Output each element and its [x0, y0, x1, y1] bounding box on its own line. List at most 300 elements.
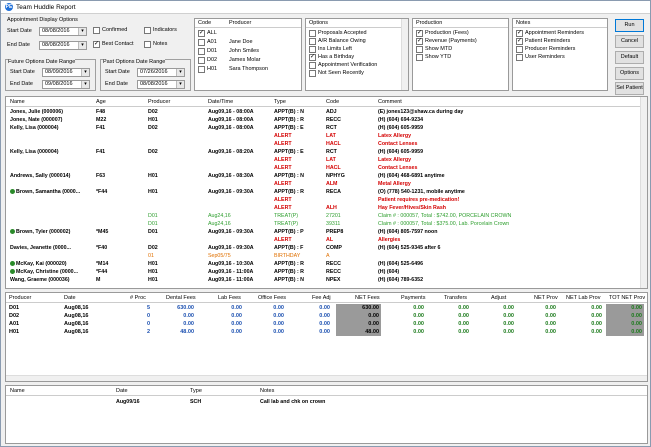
- comment-cell: [378, 188, 640, 196]
- type-cell: [274, 236, 324, 244]
- comment-text: Contact Lenses: [378, 141, 418, 147]
- options-button[interactable]: Options: [615, 67, 644, 80]
- name-cell: [10, 276, 94, 284]
- notes-grid: [5, 385, 648, 444]
- summary-num-proc-header[interactable]: # Proc: [130, 295, 146, 301]
- producer-checkbox[interactable]: [198, 66, 205, 73]
- type-cell: [274, 164, 324, 172]
- age-cell: [96, 108, 144, 116]
- appointment-grid-scrollbar[interactable]: [640, 97, 647, 288]
- code-text: ALH: [326, 205, 337, 211]
- notes-list-item-label: User Reminders: [525, 54, 565, 60]
- past-start-date-input[interactable]: [137, 68, 185, 77]
- producer-text: D02: [148, 125, 158, 131]
- type-cell: [274, 244, 324, 252]
- datetime-cell: [208, 124, 272, 132]
- summary-net-lab-prov-cell: 0.00: [591, 329, 602, 335]
- producer-cell: [148, 244, 204, 252]
- type-text: APPT(B) : R: [274, 189, 305, 195]
- name-text: Brown, Samantha (0000...: [16, 189, 81, 195]
- summary-office-fees-cell: 0.00: [273, 313, 284, 319]
- table-row[interactable]: [6, 124, 647, 132]
- producer-cell: [148, 268, 204, 276]
- chevron-down-icon[interactable]: ▾: [81, 69, 89, 76]
- type-text: APPT(B) : E: [274, 125, 304, 131]
- producer-checkbox[interactable]: ✓: [199, 30, 205, 36]
- type-column-header[interactable]: Type: [274, 99, 286, 105]
- type-cell: [274, 268, 324, 276]
- datetime-cell: [208, 188, 272, 196]
- notes-header-label: Notes: [516, 20, 531, 26]
- summary-date-header[interactable]: Date: [64, 295, 76, 301]
- summary-net-fees-header[interactable]: NET Fees: [355, 295, 380, 301]
- code-text: NPHYG: [326, 173, 345, 179]
- age-text: F63: [96, 173, 106, 179]
- table-row[interactable]: [6, 180, 647, 188]
- producer-cell: [148, 212, 204, 220]
- name-cell: [10, 244, 94, 252]
- code-text: RCT: [326, 149, 337, 155]
- producer-code: D02: [207, 57, 218, 63]
- production-list-item-label: Show YTD: [425, 54, 452, 60]
- table-row[interactable]: [6, 228, 647, 236]
- summary-transfers-cell: 0.00: [458, 305, 469, 311]
- summary-adjust-cell: 0.00: [503, 313, 514, 319]
- code-column-header[interactable]: Code: [198, 20, 212, 26]
- past-end-date-input[interactable]: [137, 80, 185, 89]
- producer-text: H01: [148, 189, 158, 195]
- comment-text: Latex Allergy: [378, 133, 412, 139]
- datetime-cell: [208, 244, 272, 252]
- type-text: BIRTHDAY: [274, 253, 301, 259]
- summary-lab-fees-cell: 0.00: [231, 321, 242, 327]
- comment-cell: [378, 116, 640, 124]
- producer-text: D01: [148, 229, 158, 235]
- comment-text: (H) (604) 605-9959: [378, 149, 424, 155]
- table-row[interactable]: [6, 148, 647, 156]
- code-text: RECA: [326, 189, 342, 195]
- type-cell: [274, 212, 324, 220]
- comment-cell: [378, 164, 640, 172]
- appt-start-date-input[interactable]: [39, 27, 87, 36]
- comment-cell: [378, 260, 640, 268]
- type-text: APPT(B) : F: [274, 245, 304, 251]
- summary-fee-adj-header[interactable]: Fee Adj: [312, 295, 331, 301]
- comment-cell: [378, 228, 640, 236]
- code-cell: [326, 220, 376, 228]
- summary-dental-fees-header[interactable]: Dental Fees: [166, 295, 196, 301]
- best-contact-label: Best Contact: [102, 41, 134, 47]
- type-cell: [274, 196, 324, 204]
- summary-row[interactable]: [6, 304, 647, 312]
- summary-net-lab-prov-cell: 0.00: [591, 305, 602, 311]
- comment-column-header[interactable]: Comment: [378, 99, 402, 105]
- chevron-down-icon[interactable]: ▾: [176, 69, 184, 76]
- summary-payments-header[interactable]: Payments: [401, 295, 426, 301]
- indicators-checkbox[interactable]: [144, 27, 151, 34]
- producer-code: ALL: [207, 30, 217, 36]
- code-text: RECC: [326, 261, 342, 267]
- table-row[interactable]: [6, 140, 647, 148]
- notes-list-item-label: Appointment Reminders: [525, 30, 585, 36]
- summary-tot-net-prov-cell: 0.00: [606, 328, 644, 336]
- comment-text: Claim # : 000057, Total : $742.00, PORCELAIN CROWN: [378, 213, 512, 219]
- type-text: ALERT: [274, 237, 292, 243]
- comment-text: (H) (604) 525-9345 after 6: [378, 245, 441, 251]
- producer-text: H01: [148, 173, 158, 179]
- summary-lab-fees-header[interactable]: Lab Fees: [218, 295, 241, 301]
- code-cell: [326, 148, 376, 156]
- options-header-label: Options: [309, 20, 328, 26]
- type-text: ALERT: [274, 157, 292, 163]
- production-list-item-checkbox[interactable]: [416, 46, 423, 53]
- code-cell: [326, 276, 376, 284]
- type-text: APPT(B) : R: [274, 269, 305, 275]
- summary-producer-cell: H01: [9, 329, 20, 335]
- code-cell: [326, 108, 376, 116]
- name-cell: [10, 268, 94, 276]
- table-row[interactable]: [6, 108, 647, 116]
- summary-dental-fees-cell: 630.00: [177, 305, 194, 311]
- producer-code: D01: [207, 48, 218, 54]
- name-cell: [10, 148, 94, 156]
- production-list-item-checkbox[interactable]: [416, 54, 423, 61]
- notes-row[interactable]: [6, 398, 647, 406]
- default-button[interactable]: Default: [615, 51, 644, 64]
- notes-list-item-checkbox[interactable]: ✓: [517, 38, 523, 44]
- comment-text: (H) (604) 789-6352: [378, 277, 424, 283]
- future-start-date-value: 08/09/2016: [45, 69, 73, 75]
- producer-checkbox[interactable]: [198, 39, 205, 46]
- options-list-item-label: Appointment Verification: [318, 62, 378, 68]
- name-column-header[interactable]: Name: [10, 99, 25, 105]
- future-options-group: [5, 59, 96, 91]
- code-text: 39311: [326, 221, 341, 227]
- age-text: M: [96, 277, 101, 283]
- datetime-text: Aug09,16 - 11:00A: [208, 277, 254, 283]
- comment-text: (H) (604) 805-7597 noon: [378, 229, 438, 235]
- summary-dental-fees-cell: 48.00: [180, 329, 194, 335]
- comment-cell: [378, 140, 640, 148]
- comment-cell: [378, 212, 640, 220]
- future-start-date-input[interactable]: [42, 68, 90, 77]
- table-row[interactable]: [6, 236, 647, 244]
- age-cell: [96, 276, 144, 284]
- datetime-text: Aug09,16 - 08:30A: [208, 173, 254, 179]
- code-text: HACL: [326, 165, 341, 171]
- code-column-header[interactable]: Code: [326, 99, 340, 105]
- summary-dental-fees-cell: 0.00: [183, 313, 194, 319]
- best-contact-checkbox[interactable]: ✓: [94, 41, 100, 47]
- appt-end-date-input[interactable]: [39, 41, 87, 50]
- code-cell: [326, 252, 376, 260]
- summary-producer-header[interactable]: Producer: [9, 295, 32, 301]
- datetime-cell: [208, 260, 272, 268]
- past-options-group: [100, 59, 191, 91]
- summary-fee-adj-cell: 0.00: [319, 329, 330, 335]
- code-cell: [326, 188, 376, 196]
- summary-payments-cell: 0.00: [413, 329, 424, 335]
- patient-status-icon: [10, 261, 15, 266]
- run-button[interactable]: Run: [615, 19, 644, 32]
- summary-net-lab-prov-cell: 0.00: [591, 321, 602, 327]
- notes-list-item-checkbox[interactable]: [516, 46, 523, 53]
- name-cell: [10, 124, 94, 132]
- table-row[interactable]: [6, 132, 647, 140]
- summary-row[interactable]: [6, 312, 647, 320]
- notes-grid-header: [6, 386, 647, 396]
- table-row[interactable]: [6, 244, 647, 252]
- production-list: [412, 18, 509, 91]
- type-text: ALERT: [274, 205, 292, 211]
- code-text: LAT: [326, 157, 336, 163]
- confirmed-label: Confirmed: [102, 27, 128, 33]
- code-text: PREP8: [326, 229, 344, 235]
- options-list-item-checkbox[interactable]: [309, 30, 316, 37]
- patient-status-icon: [10, 229, 15, 234]
- comment-text: Latex Allergy: [378, 157, 412, 163]
- summary-date-cell: Aug08,16: [64, 313, 89, 319]
- name-cell: [10, 108, 94, 116]
- sel-patient-button[interactable]: Sel Patient: [615, 82, 644, 95]
- summary-net-lab-prov-cell: 0.00: [591, 313, 602, 319]
- table-row[interactable]: [6, 164, 647, 172]
- producer-code: A01: [207, 39, 217, 45]
- producer-cell: [148, 220, 204, 228]
- table-row[interactable]: [6, 172, 647, 180]
- chevron-down-icon[interactable]: ▾: [81, 81, 89, 88]
- past-end-date-value: 08/08/2016: [140, 81, 168, 87]
- options-list-item-checkbox[interactable]: ✓: [310, 54, 316, 60]
- notes-type-header[interactable]: Type: [190, 388, 202, 394]
- past-start-label: Start Date: [105, 69, 130, 75]
- table-row[interactable]: [6, 212, 647, 220]
- options-list-item-label: Not Seen Recently: [318, 70, 364, 76]
- datetime-text: Aug09,16 - 09:30A: [208, 189, 254, 195]
- datetime-text: Aug09,16 - 09:30A: [208, 229, 254, 235]
- code-cell: [326, 236, 376, 244]
- type-text: ALERT: [274, 133, 292, 139]
- summary-row[interactable]: [6, 320, 647, 328]
- notes-list-item-checkbox[interactable]: ✓: [517, 30, 523, 36]
- summary-tot-net-prov-cell: 0.00: [606, 312, 644, 320]
- notes-list-item-label: Patient Reminders: [525, 38, 571, 44]
- age-cell: [96, 188, 144, 196]
- datetime-cell: [208, 172, 272, 180]
- code-cell: [326, 132, 376, 140]
- datetime-text: Aug24,16: [208, 221, 231, 227]
- producer-column-header[interactable]: Producer: [229, 20, 252, 26]
- age-cell: [96, 124, 144, 132]
- type-text: APPT(B) : R: [274, 261, 305, 267]
- indicators-label: Indicators: [153, 27, 177, 33]
- summary-producer-cell: D01: [9, 305, 20, 311]
- code-text: COMP: [326, 245, 342, 251]
- code-cell: [326, 172, 376, 180]
- options-list-item-label: Ins Limits Left: [318, 46, 352, 52]
- producer-cell: [148, 228, 204, 236]
- notes-notes-cell: Call lab and chk on crown: [260, 399, 326, 405]
- summary-horizontal-scrollbar[interactable]: [6, 375, 647, 381]
- options-list-item-checkbox[interactable]: [309, 38, 316, 45]
- datetime-cell: [208, 252, 272, 260]
- datetime-cell: [208, 268, 272, 276]
- datetime-cell: [208, 148, 272, 156]
- future-start-label: Start Date: [10, 69, 35, 75]
- summary-net-prov-cell: 0.00: [545, 305, 556, 311]
- age-cell: [96, 244, 144, 252]
- options-list-item-checkbox[interactable]: [309, 70, 316, 77]
- name-text: Kelly, Lisa (000004): [10, 125, 59, 131]
- type-cell: [274, 148, 324, 156]
- producer-cell: [148, 124, 204, 132]
- name-cell: [10, 260, 94, 268]
- code-cell: [326, 204, 376, 212]
- code-text: RCT: [326, 125, 337, 131]
- table-row[interactable]: [6, 156, 647, 164]
- comment-text: Allergies: [378, 237, 401, 243]
- summary-payments-cell: 0.00: [413, 305, 424, 311]
- name-cell: [10, 188, 94, 196]
- notes-type-cell: SCH: [190, 399, 202, 405]
- type-cell: [274, 276, 324, 284]
- summary-tot-net-prov-cell: 0.00: [606, 304, 644, 312]
- datetime-text: Aug24,16: [208, 213, 231, 219]
- summary-adjust-header[interactable]: Adjust: [491, 295, 507, 301]
- summary-net-prov-header[interactable]: NET Prov: [534, 295, 558, 301]
- window-title: Team Huddle Report: [16, 4, 76, 11]
- comment-text: Metal Allergy: [378, 181, 411, 187]
- name-cell: [10, 172, 94, 180]
- age-text: *F44: [96, 269, 108, 275]
- age-cell: [96, 148, 144, 156]
- options-list-item-checkbox[interactable]: [309, 62, 316, 69]
- summary-office-fees-header[interactable]: Office Fees: [258, 295, 287, 301]
- notes-checkbox[interactable]: [144, 41, 151, 48]
- notes-list: [512, 18, 608, 91]
- summary-row[interactable]: [6, 328, 647, 336]
- chevron-down-icon[interactable]: ▾: [78, 42, 86, 49]
- type-text: ALERT: [274, 141, 292, 147]
- type-cell: [274, 228, 324, 236]
- type-text: APPT(B) : E: [274, 149, 304, 155]
- producer-text: H01: [148, 269, 158, 275]
- age-column-header[interactable]: Age: [96, 99, 106, 105]
- summary-dental-fees-cell: 0.00: [183, 321, 194, 327]
- production-list-item-checkbox[interactable]: ✓: [417, 38, 423, 44]
- type-cell: [274, 124, 324, 132]
- notes-date-header[interactable]: Date: [116, 388, 128, 394]
- table-row[interactable]: [6, 252, 647, 260]
- producer-text: H01: [148, 117, 158, 123]
- datetime-text: Aug09,16 - 09:30A: [208, 245, 254, 251]
- name-text: Kelly, Lisa (000004): [10, 149, 59, 155]
- summary-transfers-header[interactable]: Transfers: [444, 295, 468, 301]
- producer-column-header[interactable]: Producer: [148, 99, 171, 105]
- comment-cell: [378, 180, 640, 188]
- notes-list-header: [513, 19, 607, 28]
- comment-text: Hay Fever/Hives/Skin Rash: [378, 205, 447, 211]
- producer-cell: [148, 108, 204, 116]
- type-text: APPT(B) : P: [274, 229, 304, 235]
- notes-list-item-checkbox[interactable]: [516, 54, 523, 61]
- summary-transfers-cell: 0.00: [458, 321, 469, 327]
- options-list-item-checkbox[interactable]: [309, 46, 316, 53]
- chevron-down-icon[interactable]: ▾: [78, 28, 86, 35]
- comment-cell: [378, 244, 640, 252]
- name-text: Davies, Jeanette (0000...: [10, 245, 71, 251]
- name-cell: [10, 116, 94, 124]
- future-end-date-value: 09/08/2016: [45, 81, 73, 87]
- table-row[interactable]: [6, 188, 647, 196]
- summary-tot-net-prov-header[interactable]: TOT NET Prov: [609, 295, 646, 301]
- future-end-date-input[interactable]: [42, 80, 90, 89]
- producer-text: 01: [148, 253, 154, 259]
- table-row[interactable]: [6, 116, 647, 124]
- confirmed-checkbox[interactable]: [93, 27, 100, 34]
- cancel-button[interactable]: Cancel: [615, 35, 644, 48]
- name-cell: [10, 228, 94, 236]
- type-cell: [274, 132, 324, 140]
- producer-cell: [148, 148, 204, 156]
- summary-office-fees-cell: 0.00: [273, 329, 284, 335]
- producer-checkbox[interactable]: [198, 57, 205, 64]
- comment-text: Patient requires pre-medication!: [378, 197, 460, 203]
- summary-adjust-cell: 0.00: [503, 321, 514, 327]
- datetime-cell: [208, 276, 272, 284]
- producer-checkbox[interactable]: [198, 48, 205, 55]
- future-options-legend: Future Options Date Range: [8, 59, 76, 65]
- name-text: Jones, Nate (000007): [10, 117, 63, 123]
- summary-fee-adj-cell: 0.00: [319, 305, 330, 311]
- datetime-column-header[interactable]: Date/Time: [208, 99, 234, 105]
- appt-start-label: Start Date: [7, 28, 32, 34]
- type-text: APPT(B) : R: [274, 117, 305, 123]
- table-row[interactable]: [6, 268, 647, 276]
- producer-cell: [148, 260, 204, 268]
- notes-name-header[interactable]: Name: [10, 388, 25, 394]
- summary-num-proc-cell: 0: [146, 321, 150, 327]
- notes-notes-header[interactable]: Notes: [260, 388, 275, 394]
- datetime-text: Aug09,16 - 11:00A: [208, 269, 254, 275]
- producer-text: D02: [148, 149, 158, 155]
- table-row[interactable]: [6, 204, 647, 212]
- age-text: *F40: [96, 245, 108, 251]
- appt-end-label: End Date: [7, 42, 30, 48]
- appt-options-legend: Appointment Display Options: [7, 17, 78, 23]
- options-scrollbar[interactable]: [401, 19, 408, 90]
- table-row[interactable]: [6, 276, 647, 284]
- summary-net-fees-cell: 0.00: [336, 320, 381, 328]
- notes-date-cell: Aug09/16: [116, 399, 140, 405]
- chevron-down-icon[interactable]: ▾: [176, 81, 184, 88]
- summary-transfers-cell: 0.00: [458, 313, 469, 319]
- code-cell: [326, 260, 376, 268]
- summary-net-prov-cell: 0.00: [545, 321, 556, 327]
- summary-payments-cell: 0.00: [413, 313, 424, 319]
- production-list-item-checkbox[interactable]: ✓: [417, 30, 423, 36]
- summary-net-lab-prov-header[interactable]: NET Lab Prov: [566, 295, 601, 301]
- table-row[interactable]: [6, 220, 647, 228]
- comment-cell: [378, 132, 640, 140]
- table-row[interactable]: [6, 196, 647, 204]
- production-list-item-label: Production (Fees): [425, 30, 469, 36]
- datetime-cell: [208, 108, 272, 116]
- code-text: RECC: [326, 117, 342, 123]
- table-row[interactable]: [6, 260, 647, 268]
- code-cell: [326, 140, 376, 148]
- summary-net-fees-cell: 48.00: [336, 328, 381, 336]
